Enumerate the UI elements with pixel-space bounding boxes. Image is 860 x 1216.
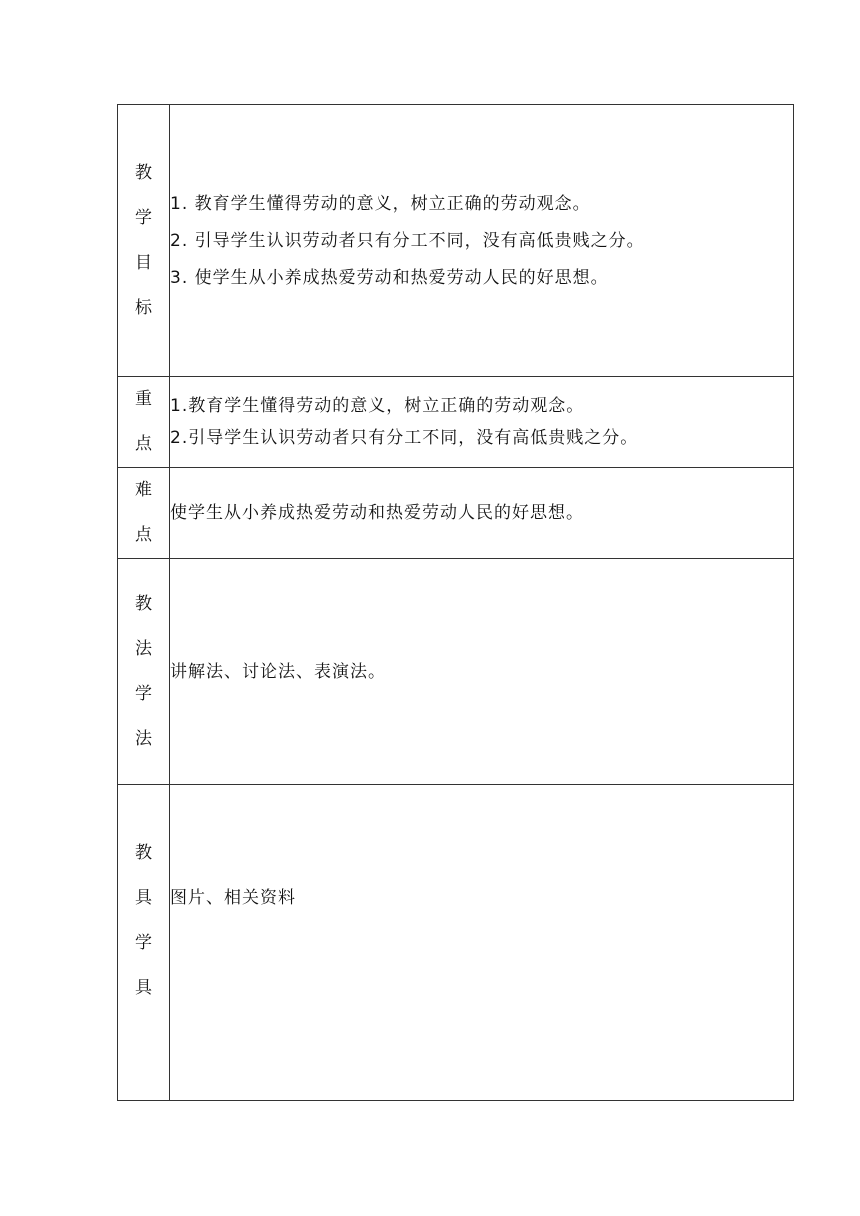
row-difficult-points [118,468,794,559]
label-char: 点 [135,434,152,454]
label-char: 教 [135,593,152,614]
label-cell-difficult-points [118,468,170,559]
label-char: 标 [135,297,152,318]
label-cell-key-points [118,377,170,468]
goal-line: 1. 教育学生懂得劳动的意义，树立正确的劳动观念。 [170,193,591,214]
label-char: 难 [135,480,152,500]
label-char: 法 [135,728,152,749]
vertical-label [118,831,169,1011]
method-line: 讲解法、讨论法、表演法。 [170,661,386,682]
content-cell-teaching-methods [170,559,794,785]
lesson-plan-table [117,104,794,1101]
label-cell-teaching-goals [118,105,170,377]
label-char: 目 [135,252,152,273]
label-char: 具 [135,888,152,908]
vertical-label [118,151,169,331]
key-point-line: 2.引导学生认识劳动者只有分工不同，没有高低贵贱之分。 [170,428,639,448]
label-char: 教 [135,162,152,183]
label-char: 重 [135,389,152,409]
content-cell-difficult-points [170,468,794,559]
label-char: 点 [135,525,152,545]
content-cell-teaching-goals [170,105,794,377]
key-point-line: 1.教育学生懂得劳动的意义，树立正确的劳动观念。 [170,396,585,416]
vertical-label [118,468,169,558]
label-cell-teaching-tools [118,785,170,1101]
row-teaching-tools [118,785,794,1101]
difficult-point-line: 使学生从小养成热爱劳动和热爱劳动人民的好思想。 [170,503,584,523]
row-teaching-goals [118,105,794,377]
label-char: 具 [135,978,152,998]
label-cell-teaching-methods [118,559,170,785]
vertical-label [118,377,169,467]
goal-line: 3. 使学生从小养成热爱劳动和热爱劳动人民的好思想。 [170,267,609,288]
label-char: 学 [135,683,152,704]
label-char: 学 [135,933,152,953]
row-key-points [118,377,794,468]
content-cell-teaching-tools [170,785,794,1101]
label-char: 教 [135,843,152,863]
label-char: 法 [135,638,152,659]
row-teaching-methods [118,559,794,785]
label-char: 学 [135,207,152,228]
goal-line: 2. 引导学生认识劳动者只有分工不同，没有高低贵贱之分。 [170,230,645,251]
content-cell-key-points [170,377,794,468]
vertical-label [118,582,169,762]
tools-line: 图片、相关资料 [170,888,296,908]
